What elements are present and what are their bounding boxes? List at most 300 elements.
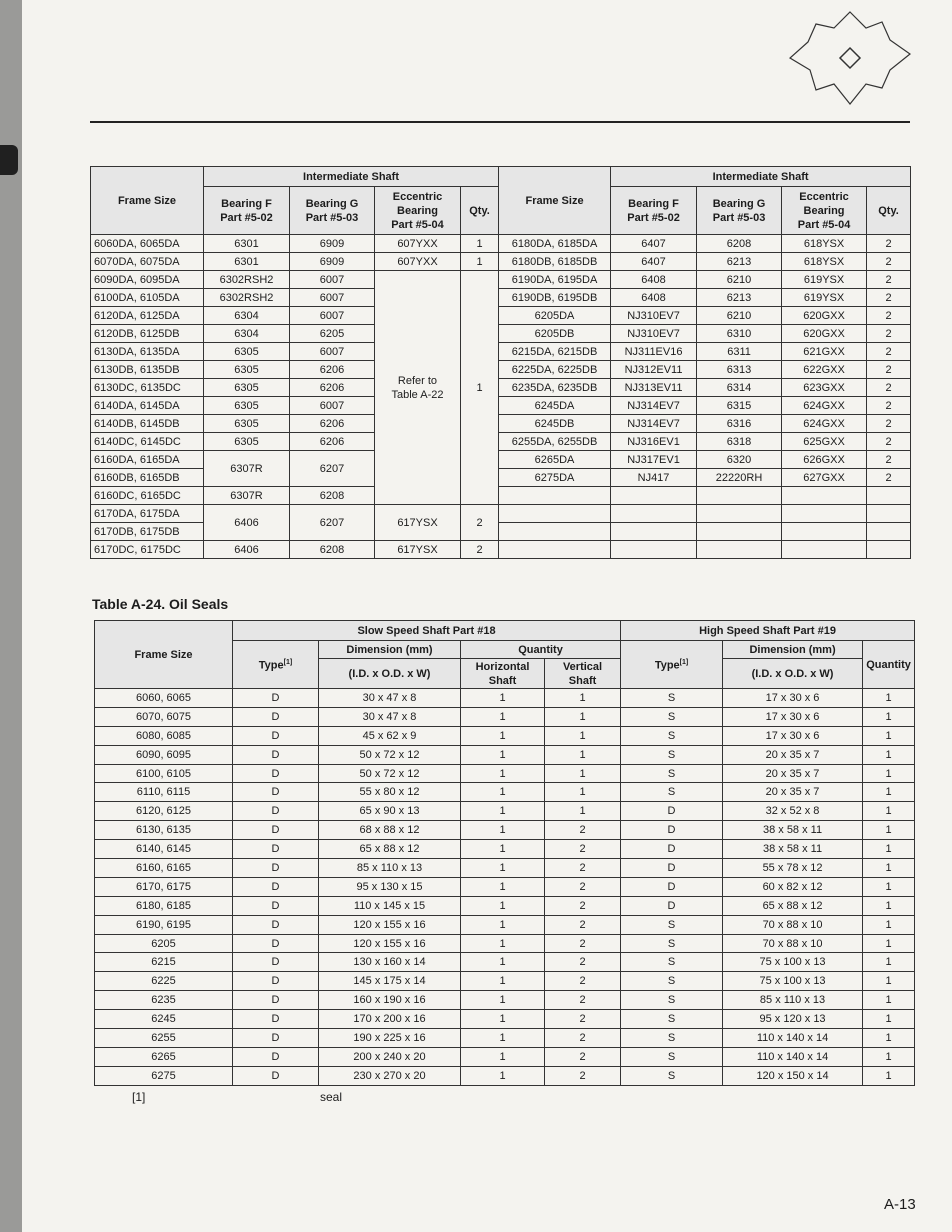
table-cell: S bbox=[621, 764, 723, 783]
type-header: Type[1] bbox=[233, 641, 319, 689]
table-cell bbox=[611, 487, 697, 505]
table-cell: 6304 bbox=[204, 325, 290, 343]
table-cell: 2 bbox=[867, 415, 911, 433]
table-cell: 620GXX bbox=[782, 307, 867, 325]
table-cell: 6225 bbox=[95, 972, 233, 991]
table-cell: 6305 bbox=[204, 343, 290, 361]
refer-text: Table A-22 bbox=[391, 388, 444, 401]
table-cell: 6207 bbox=[290, 505, 375, 541]
table-cell: 6070DA, 6075DA bbox=[91, 253, 204, 271]
table-row bbox=[95, 802, 915, 821]
table-cell bbox=[782, 523, 867, 541]
frame-size-header: Frame Size bbox=[499, 167, 611, 235]
table-cell: D bbox=[233, 1010, 319, 1029]
table-row bbox=[91, 289, 911, 307]
table-row bbox=[95, 821, 915, 840]
table-cell: D bbox=[233, 689, 319, 708]
vertical-shaft-header: Vertical Shaft bbox=[545, 659, 621, 689]
binding-notch bbox=[0, 145, 18, 175]
table-cell: 6316 bbox=[697, 415, 782, 433]
table-cell: 6160DB, 6165DB bbox=[91, 469, 204, 487]
table-cell: 95 x 130 x 15 bbox=[319, 877, 461, 896]
table-cell: 6255 bbox=[95, 1029, 233, 1048]
table-cell bbox=[611, 505, 697, 523]
table-row bbox=[91, 487, 911, 505]
table-cell: 17 x 30 x 6 bbox=[723, 707, 863, 726]
table-cell: S bbox=[621, 707, 723, 726]
table-cell: 200 x 240 x 20 bbox=[319, 1047, 461, 1066]
table-cell: 6235 bbox=[95, 991, 233, 1010]
table-cell: NJ314EV7 bbox=[611, 397, 697, 415]
table-cell: 2 bbox=[867, 361, 911, 379]
quantity-group-header: Quantity bbox=[461, 641, 621, 659]
table-cell: 1 bbox=[863, 991, 915, 1010]
table-cell: 607YXX bbox=[375, 235, 461, 253]
table-cell: 619YSX bbox=[782, 289, 867, 307]
table-cell: 1 bbox=[461, 802, 545, 821]
table-cell bbox=[611, 523, 697, 541]
table-cell: 55 x 80 x 12 bbox=[319, 783, 461, 802]
dimension-header: Dimension (mm) bbox=[319, 641, 461, 659]
table-cell: 85 x 110 x 13 bbox=[723, 991, 863, 1010]
table-cell: 1 bbox=[863, 859, 915, 878]
table-cell: D bbox=[233, 972, 319, 991]
table-cell: S bbox=[621, 726, 723, 745]
table-cell: 230 x 270 x 20 bbox=[319, 1066, 461, 1085]
table-cell: 6130DB, 6135DB bbox=[91, 361, 204, 379]
table-cell: 22220RH bbox=[697, 469, 782, 487]
table-cell bbox=[499, 505, 611, 523]
table-cell: 1 bbox=[863, 1066, 915, 1085]
table-cell: 2 bbox=[545, 972, 621, 991]
table-cell bbox=[867, 487, 911, 505]
table-cell: 6190DB, 6195DB bbox=[499, 289, 611, 307]
table-row bbox=[95, 934, 915, 953]
table-cell: 1 bbox=[461, 877, 545, 896]
table-row bbox=[91, 307, 911, 325]
table-cell: 130 x 160 x 14 bbox=[319, 953, 461, 972]
table-cell: 6313 bbox=[697, 361, 782, 379]
table-cell: 2 bbox=[867, 235, 911, 253]
table-cell: D bbox=[233, 991, 319, 1010]
table-row bbox=[91, 361, 911, 379]
table-cell: 618YSX bbox=[782, 253, 867, 271]
table-cell: 2 bbox=[545, 934, 621, 953]
table-cell: 6120DA, 6125DA bbox=[91, 307, 204, 325]
table-cell: 624GXX bbox=[782, 397, 867, 415]
table-cell: 1 bbox=[461, 764, 545, 783]
table-row bbox=[91, 397, 911, 415]
table-cell: 6245DB bbox=[499, 415, 611, 433]
table-row bbox=[91, 253, 911, 271]
table-cell: 6225DA, 6225DB bbox=[499, 361, 611, 379]
table-cell: 1 bbox=[863, 689, 915, 708]
table-row bbox=[95, 915, 915, 934]
table-cell: 6140DB, 6145DB bbox=[91, 415, 204, 433]
table-cell: 6305 bbox=[204, 379, 290, 397]
table-cell: 65 x 88 x 12 bbox=[723, 896, 863, 915]
table-cell: D bbox=[233, 840, 319, 859]
table-cell: 120 x 155 x 16 bbox=[319, 915, 461, 934]
table-cell: 6205 bbox=[290, 325, 375, 343]
table-cell: S bbox=[621, 689, 723, 708]
table-cell bbox=[499, 523, 611, 541]
table-cell: 2 bbox=[867, 379, 911, 397]
table-row bbox=[95, 840, 915, 859]
table-row bbox=[91, 271, 911, 289]
table-cell: 6170, 6175 bbox=[95, 877, 233, 896]
table-cell: 619YSX bbox=[782, 271, 867, 289]
table-cell: 1 bbox=[461, 745, 545, 764]
table-cell: NJ417 bbox=[611, 469, 697, 487]
table-row bbox=[95, 1010, 915, 1029]
intermediate-shaft-header: Intermediate Shaft bbox=[611, 167, 911, 187]
table-row bbox=[91, 415, 911, 433]
bearing-f-header: Bearing F Part #5-02 bbox=[611, 187, 697, 235]
table-cell: 1 bbox=[461, 1029, 545, 1048]
table-cell: D bbox=[621, 840, 723, 859]
table-cell: 95 x 120 x 13 bbox=[723, 1010, 863, 1029]
table-row bbox=[95, 896, 915, 915]
table-cell: 6315 bbox=[697, 397, 782, 415]
table-cell: 6007 bbox=[290, 343, 375, 361]
table-cell: 20 x 35 x 7 bbox=[723, 783, 863, 802]
table-cell: D bbox=[621, 821, 723, 840]
table-cell: 110 x 145 x 15 bbox=[319, 896, 461, 915]
table-cell bbox=[375, 271, 461, 505]
table-cell: 6215 bbox=[95, 953, 233, 972]
table-cell: 2 bbox=[867, 325, 911, 343]
table-row bbox=[95, 764, 915, 783]
table-cell: 17 x 30 x 6 bbox=[723, 726, 863, 745]
table-cell: 1 bbox=[461, 840, 545, 859]
table-cell: 6060, 6065 bbox=[95, 689, 233, 708]
table-cell: 6090DA, 6095DA bbox=[91, 271, 204, 289]
table-cell: 38 x 58 x 11 bbox=[723, 840, 863, 859]
table-cell: 6235DA, 6235DB bbox=[499, 379, 611, 397]
table-cell: 6210 bbox=[697, 271, 782, 289]
table-cell bbox=[867, 505, 911, 523]
table-cell: 2 bbox=[867, 253, 911, 271]
table-cell: 1 bbox=[461, 783, 545, 802]
table-cell: 6210 bbox=[697, 307, 782, 325]
table-cell: 6305 bbox=[204, 415, 290, 433]
table-cell: 17 x 30 x 6 bbox=[723, 689, 863, 708]
table-cell: S bbox=[621, 915, 723, 934]
table-cell: 618YSX bbox=[782, 235, 867, 253]
table-cell: 6190, 6195 bbox=[95, 915, 233, 934]
table-row bbox=[91, 541, 911, 559]
table-cell: 6060DA, 6065DA bbox=[91, 235, 204, 253]
table-cell: 6160DA, 6165DA bbox=[91, 451, 204, 469]
table-cell: NJ316EV1 bbox=[611, 433, 697, 451]
table-cell: 20 x 35 x 7 bbox=[723, 764, 863, 783]
table-cell: 6180DA, 6185DA bbox=[499, 235, 611, 253]
table-cell: 6170DA, 6175DA bbox=[91, 505, 204, 523]
table-cell: 6318 bbox=[697, 433, 782, 451]
table-cell: 6130DC, 6135DC bbox=[91, 379, 204, 397]
table-cell: 65 x 90 x 13 bbox=[319, 802, 461, 821]
dimension-sub-header: (I.D. x O.D. x W) bbox=[319, 659, 461, 689]
table-cell: 1 bbox=[863, 915, 915, 934]
frame-size-header: Frame Size bbox=[95, 621, 233, 689]
table-cell: 1 bbox=[863, 707, 915, 726]
table-cell: 120 x 155 x 16 bbox=[319, 934, 461, 953]
intermediate-shaft-header: Intermediate Shaft bbox=[204, 167, 499, 187]
table-cell: 65 x 88 x 12 bbox=[319, 840, 461, 859]
qty-header: Qty. bbox=[461, 187, 499, 235]
table-cell: 1 bbox=[863, 1010, 915, 1029]
table-cell: 6206 bbox=[290, 361, 375, 379]
qty-header: Qty. bbox=[867, 187, 911, 235]
table-cell bbox=[697, 523, 782, 541]
table-cell: 6206 bbox=[290, 433, 375, 451]
table-cell: 6207 bbox=[290, 451, 375, 487]
table-cell: S bbox=[621, 1047, 723, 1066]
table-cell: 622GXX bbox=[782, 361, 867, 379]
table-cell: 20 x 35 x 7 bbox=[723, 745, 863, 764]
table-cell: D bbox=[233, 934, 319, 953]
table-cell: 625GXX bbox=[782, 433, 867, 451]
table-cell: 6302RSH2 bbox=[204, 271, 290, 289]
table-cell: 6120, 6125 bbox=[95, 802, 233, 821]
table-cell: D bbox=[233, 915, 319, 934]
table-cell: 1 bbox=[461, 859, 545, 878]
table-cell: 2 bbox=[867, 307, 911, 325]
table-row bbox=[95, 877, 915, 896]
table-cell: NJ317EV1 bbox=[611, 451, 697, 469]
table-cell: 6265 bbox=[95, 1047, 233, 1066]
table-cell: 2 bbox=[545, 877, 621, 896]
table-row bbox=[95, 953, 915, 972]
table-cell: 6305 bbox=[204, 397, 290, 415]
table-row bbox=[91, 325, 911, 343]
table-cell bbox=[867, 523, 911, 541]
table-cell: 2 bbox=[545, 991, 621, 1010]
table-cell: 145 x 175 x 14 bbox=[319, 972, 461, 991]
table-cell: 6213 bbox=[697, 253, 782, 271]
table-cell: 1 bbox=[545, 764, 621, 783]
table-cell: 6110, 6115 bbox=[95, 783, 233, 802]
table-cell: 1 bbox=[461, 1047, 545, 1066]
table-cell: 55 x 78 x 12 bbox=[723, 859, 863, 878]
table-cell: S bbox=[621, 972, 723, 991]
table-cell: S bbox=[621, 934, 723, 953]
table-cell: S bbox=[621, 1029, 723, 1048]
table-cell: 620GXX bbox=[782, 325, 867, 343]
table-cell: 6190DA, 6195DA bbox=[499, 271, 611, 289]
table-cell: 6265DA bbox=[499, 451, 611, 469]
table-cell: 624GXX bbox=[782, 415, 867, 433]
table-cell: 45 x 62 x 9 bbox=[319, 726, 461, 745]
table-cell: 6245 bbox=[95, 1010, 233, 1029]
table-cell: 30 x 47 x 8 bbox=[319, 689, 461, 708]
table-cell: 1 bbox=[461, 253, 499, 271]
bearing-f-header: Bearing F Part #5-02 bbox=[204, 187, 290, 235]
quantity-header: Quantity bbox=[863, 641, 915, 689]
table-cell: D bbox=[233, 1029, 319, 1048]
table-cell bbox=[782, 487, 867, 505]
table-cell: 6100DA, 6105DA bbox=[91, 289, 204, 307]
table-cell: 6070, 6075 bbox=[95, 707, 233, 726]
table-cell: 607YXX bbox=[375, 253, 461, 271]
table-cell: 75 x 100 x 13 bbox=[723, 972, 863, 991]
table-cell: 6205DB bbox=[499, 325, 611, 343]
table-cell: 6304 bbox=[204, 307, 290, 325]
table-cell: D bbox=[233, 783, 319, 802]
table-cell: 617YSX bbox=[375, 541, 461, 559]
table-cell: 1 bbox=[461, 1010, 545, 1029]
table-cell: 6301 bbox=[204, 253, 290, 271]
table-cell: D bbox=[233, 764, 319, 783]
table-cell: 2 bbox=[545, 1010, 621, 1029]
table-cell: 6255DA, 6255DB bbox=[499, 433, 611, 451]
table-cell: S bbox=[621, 783, 723, 802]
table-cell: 6407 bbox=[611, 253, 697, 271]
table-cell bbox=[499, 541, 611, 559]
table-cell: 2 bbox=[545, 821, 621, 840]
table-cell: 6275DA bbox=[499, 469, 611, 487]
table-cell: 621GXX bbox=[782, 343, 867, 361]
table-cell: D bbox=[233, 802, 319, 821]
table-cell: 6406 bbox=[204, 541, 290, 559]
table-cell: 2 bbox=[545, 1029, 621, 1048]
table-cell: 6170DB, 6175DB bbox=[91, 523, 204, 541]
table-cell: 6314 bbox=[697, 379, 782, 397]
table-row bbox=[95, 1029, 915, 1048]
table-cell: 30 x 47 x 8 bbox=[319, 707, 461, 726]
table-cell: 1 bbox=[461, 689, 545, 708]
table-cell: 68 x 88 x 12 bbox=[319, 821, 461, 840]
table-cell: 6180DB, 6185DB bbox=[499, 253, 611, 271]
table-cell: D bbox=[233, 726, 319, 745]
table-cell: 32 x 52 x 8 bbox=[723, 802, 863, 821]
table-cell: NJ313EV11 bbox=[611, 379, 697, 397]
table-cell: 6120DB, 6125DB bbox=[91, 325, 204, 343]
table-cell: D bbox=[233, 745, 319, 764]
table-row bbox=[95, 1066, 915, 1085]
table-cell bbox=[697, 541, 782, 559]
table-cell: 1 bbox=[863, 934, 915, 953]
table-cell: 70 x 88 x 10 bbox=[723, 915, 863, 934]
table-cell: 6160DC, 6165DC bbox=[91, 487, 204, 505]
table-cell: 6090, 6095 bbox=[95, 745, 233, 764]
table-cell bbox=[782, 541, 867, 559]
table-cell: 6007 bbox=[290, 307, 375, 325]
table-cell: 6205 bbox=[95, 934, 233, 953]
table-cell: 6408 bbox=[611, 289, 697, 307]
table-cell: 50 x 72 x 12 bbox=[319, 764, 461, 783]
table-cell: 6245DA bbox=[499, 397, 611, 415]
table-a24-oil-seals bbox=[94, 620, 915, 1086]
table-cell: 6215DA, 6215DB bbox=[499, 343, 611, 361]
table-row bbox=[91, 343, 911, 361]
table-cell: 1 bbox=[863, 953, 915, 972]
diamond-logo-icon bbox=[786, 10, 914, 108]
table-cell: D bbox=[621, 896, 723, 915]
dimension-sub-header: (I.D. x O.D. x W) bbox=[723, 659, 863, 689]
table-cell: D bbox=[233, 1047, 319, 1066]
table-cell: 627GXX bbox=[782, 469, 867, 487]
table-cell: 6180, 6185 bbox=[95, 896, 233, 915]
table-cell: 2 bbox=[461, 505, 499, 541]
table-cell: 120 x 150 x 14 bbox=[723, 1066, 863, 1085]
table-cell: 1 bbox=[461, 707, 545, 726]
page-number: A-13 bbox=[884, 1196, 916, 1213]
table-a24-title: Table A-24. Oil Seals bbox=[92, 596, 229, 612]
table-cell: 1 bbox=[863, 840, 915, 859]
table-cell bbox=[611, 541, 697, 559]
table-cell bbox=[697, 487, 782, 505]
table-cell: D bbox=[233, 953, 319, 972]
table-cell: 6208 bbox=[697, 235, 782, 253]
table-cell: 1 bbox=[461, 821, 545, 840]
table-row bbox=[91, 505, 911, 523]
slow-speed-header: Slow Speed Shaft Part #18 bbox=[233, 621, 621, 641]
table-cell: 1 bbox=[461, 1066, 545, 1085]
table-cell: D bbox=[233, 896, 319, 915]
table-cell: 50 x 72 x 12 bbox=[319, 745, 461, 764]
table-a23-bearings bbox=[90, 166, 911, 559]
table-cell: 6160, 6165 bbox=[95, 859, 233, 878]
table-cell: 6311 bbox=[697, 343, 782, 361]
table-cell: 2 bbox=[867, 469, 911, 487]
table-cell bbox=[697, 505, 782, 523]
table-row bbox=[95, 707, 915, 726]
table-cell: 6301 bbox=[204, 235, 290, 253]
table-cell: NJ310EV7 bbox=[611, 325, 697, 343]
table-cell: 617YSX bbox=[375, 505, 461, 541]
horizontal-shaft-header: Horizontal Shaft bbox=[461, 659, 545, 689]
table-cell: 6205DA bbox=[499, 307, 611, 325]
table-cell: 190 x 225 x 16 bbox=[319, 1029, 461, 1048]
table-cell: NJ312EV11 bbox=[611, 361, 697, 379]
table-cell: 170 x 200 x 16 bbox=[319, 1010, 461, 1029]
table-cell: 1 bbox=[545, 707, 621, 726]
table-cell: 6307R bbox=[204, 487, 290, 505]
table-cell: 2 bbox=[867, 289, 911, 307]
table-cell: D bbox=[621, 802, 723, 821]
table-row bbox=[91, 235, 911, 253]
table-cell: 85 x 110 x 13 bbox=[319, 859, 461, 878]
table-cell: 6320 bbox=[697, 451, 782, 469]
frame-size-header: Frame Size bbox=[91, 167, 204, 235]
table-cell: D bbox=[621, 877, 723, 896]
table-cell: D bbox=[233, 1066, 319, 1085]
eccentric-header: Eccentric Bearing Part #5-04 bbox=[375, 187, 461, 235]
table-cell: 1 bbox=[545, 802, 621, 821]
table-cell: 6140DA, 6145DA bbox=[91, 397, 204, 415]
table-cell: 110 x 140 x 14 bbox=[723, 1029, 863, 1048]
table-cell: 6310 bbox=[697, 325, 782, 343]
table-cell: 6302RSH2 bbox=[204, 289, 290, 307]
table-cell: 6007 bbox=[290, 289, 375, 307]
table-cell: 2 bbox=[545, 915, 621, 934]
table-cell: 1 bbox=[545, 745, 621, 764]
table-cell: 6007 bbox=[290, 397, 375, 415]
table-cell: 70 x 88 x 10 bbox=[723, 934, 863, 953]
table-cell: 6307R bbox=[204, 451, 290, 487]
type-header: Type[1] bbox=[621, 641, 723, 689]
table-cell: S bbox=[621, 991, 723, 1010]
table-cell: 1 bbox=[461, 953, 545, 972]
table-cell: 160 x 190 x 16 bbox=[319, 991, 461, 1010]
table-cell: 6305 bbox=[204, 433, 290, 451]
table-cell: 1 bbox=[863, 972, 915, 991]
table-cell: 6170DC, 6175DC bbox=[91, 541, 204, 559]
table-cell: 75 x 100 x 13 bbox=[723, 953, 863, 972]
table-row bbox=[91, 433, 911, 451]
